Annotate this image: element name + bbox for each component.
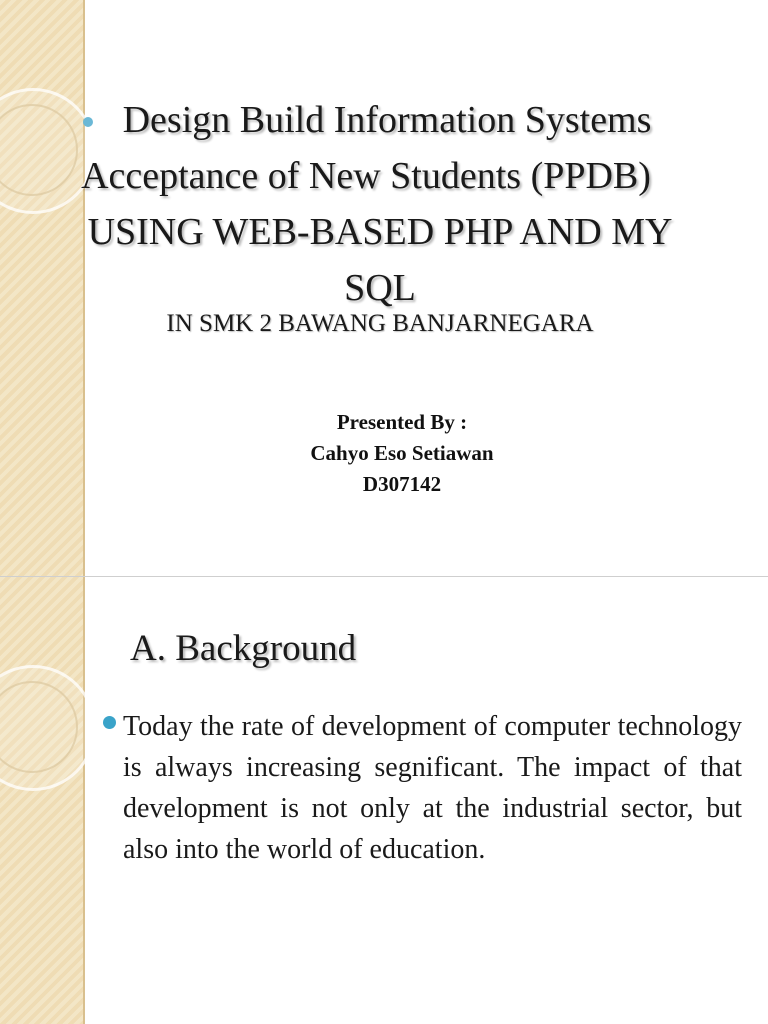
title-line: Acceptance of New Students (PPDB) — [81, 155, 651, 197]
presentation-subtitle: IN SMK 2 BAWANG BANJARNEGARA — [166, 310, 594, 337]
background-slide — [0, 577, 768, 1024]
list-item — [100, 706, 742, 870]
section-heading: A. Background — [130, 628, 357, 669]
presenter-label: Presented By : — [336, 410, 468, 434]
presentation-title — [20, 92, 740, 316]
title-line: Design Build Information Systems — [122, 99, 652, 141]
decorative-side-strip — [0, 577, 85, 1024]
presenter-name: Cahyo Eso Setiawan — [310, 441, 494, 465]
bullet-text: Today the rate of development of computer technology is always increasing segnificant. The impact of that development is not only at the industrial sector, but also into the world of education. — [123, 711, 742, 865]
presenter-block — [200, 407, 604, 500]
presenter-id: D307142 — [362, 472, 442, 496]
title-line: USING WEB-BASED PHP AND MY — [87, 211, 673, 253]
title-line: SQL — [344, 267, 416, 309]
bullet-dot-icon — [103, 716, 116, 729]
